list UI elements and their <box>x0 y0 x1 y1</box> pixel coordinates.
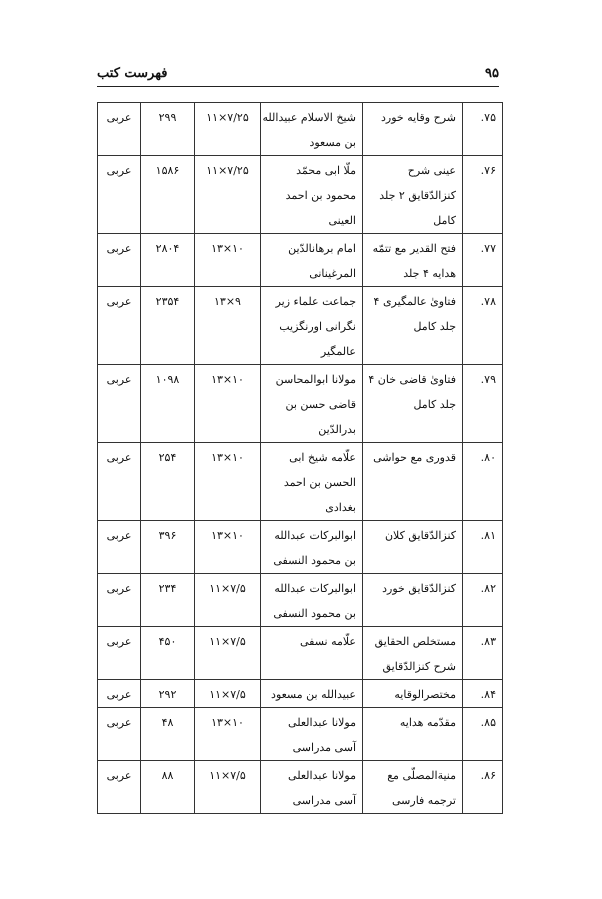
book-title-line: کامل <box>433 214 456 227</box>
book-size: ۱۱×۷/۵ <box>209 582 246 595</box>
row-number-cell <box>463 574 503 627</box>
author-cell <box>261 521 363 574</box>
row-number-cell <box>463 234 503 287</box>
language-cell <box>98 156 141 234</box>
book-language: عربی <box>106 716 132 729</box>
book-title-line: شرح وقایه خورد <box>381 111 456 124</box>
pages-cell <box>141 365 195 443</box>
pages-cell <box>141 287 195 365</box>
author-line: عبیدالله بن مسعود <box>271 688 356 701</box>
row-number-cell <box>463 287 503 365</box>
row-number: ۷۹. <box>480 373 496 386</box>
language-cell <box>98 103 141 156</box>
book-language: عربی <box>106 164 132 177</box>
book-size: ۱۱×۷/۲۵ <box>206 164 249 177</box>
row-number: ۸۳. <box>480 635 496 648</box>
row-number: ۸۴. <box>480 688 496 701</box>
author-cell <box>261 156 363 234</box>
author-cell <box>261 365 363 443</box>
table-row <box>98 680 503 708</box>
author-line: علّامه نسفی <box>299 635 356 648</box>
language-cell <box>98 287 141 365</box>
table-row <box>98 627 503 680</box>
author-line: آسی مدراسی <box>292 794 356 807</box>
table-row <box>98 521 503 574</box>
book-title-line: فتح القدیر مع تتمّه <box>372 242 456 255</box>
author-line: محمود بن احمد <box>285 189 356 202</box>
page-number: ۹۵ <box>485 66 499 81</box>
author-line: امام برهانالدّین <box>288 242 356 255</box>
language-cell <box>98 443 141 521</box>
book-title-cell <box>363 680 463 708</box>
row-number: ۸۰. <box>480 451 496 464</box>
catalog-body <box>98 103 503 814</box>
page-count: ۸۸ <box>161 769 174 782</box>
book-size: ۱۳×۱۰ <box>211 529 244 542</box>
author-cell <box>261 680 363 708</box>
book-title-line: منیةالمصلّی مع <box>387 769 456 782</box>
author-cell <box>261 761 363 814</box>
row-number: ۷۸. <box>480 295 496 308</box>
book-title-line: هدایه ۴ جلد <box>403 267 456 280</box>
language-cell <box>98 574 141 627</box>
book-title-line: ترجمه فارسی <box>392 794 456 807</box>
page-header <box>97 64 499 87</box>
row-number-cell <box>463 156 503 234</box>
pages-cell <box>141 627 195 680</box>
book-title-line: فتاویٰ عالمگیری ۴ <box>373 295 456 308</box>
row-number-cell <box>463 443 503 521</box>
row-number: ۸۲. <box>480 582 496 595</box>
table-row <box>98 708 503 761</box>
author-line: علّامه شیخ ابی <box>289 451 356 464</box>
size-cell <box>195 761 261 814</box>
table-row <box>98 365 503 443</box>
author-line: بغدادی <box>325 501 356 514</box>
language-cell <box>98 521 141 574</box>
book-title-cell <box>363 574 463 627</box>
book-title-line: فتاویٰ قاضی خان ۴ <box>368 373 456 386</box>
row-number-cell <box>463 521 503 574</box>
language-cell <box>98 234 141 287</box>
author-cell <box>261 103 363 156</box>
author-line: نگرانی اورنگزیب <box>279 320 356 333</box>
book-size: ۱۱×۷/۵ <box>209 688 246 701</box>
page-count: ۱۵۸۶ <box>155 164 180 177</box>
pages-cell <box>141 521 195 574</box>
size-cell <box>195 287 261 365</box>
language-cell <box>98 627 141 680</box>
book-size: ۱۱×۷/۵ <box>209 769 246 782</box>
page-count: ۲۸۰۴ <box>155 242 180 255</box>
book-title-line: شرح کنزالدّقایق <box>382 660 456 673</box>
size-cell <box>195 365 261 443</box>
pages-cell <box>141 103 195 156</box>
book-title-line: جلد کامل <box>413 320 456 333</box>
size-cell <box>195 156 261 234</box>
row-number: ۷۷. <box>480 242 496 255</box>
author-line: مولانا عبدالعلی <box>288 769 356 782</box>
table-row <box>98 234 503 287</box>
book-size: ۱۳×۹ <box>214 295 241 308</box>
author-line: بن محمود النسفی <box>273 554 356 567</box>
page-count: ۴۵۰ <box>158 635 177 648</box>
book-language: عربی <box>106 242 132 255</box>
author-line: بن محمود النسفی <box>273 607 356 620</box>
row-number: ۸۶. <box>480 769 496 782</box>
author-cell <box>261 627 363 680</box>
size-cell <box>195 627 261 680</box>
book-language: عربی <box>106 451 132 464</box>
language-cell <box>98 761 141 814</box>
row-number-cell <box>463 708 503 761</box>
author-line: ملّا ابی محمّد <box>296 164 356 177</box>
author-cell <box>261 574 363 627</box>
author-line: ابوالبرکات عبدالله <box>274 582 356 595</box>
size-cell <box>195 708 261 761</box>
row-number: ۸۱. <box>480 529 496 542</box>
row-number-cell <box>463 680 503 708</box>
author-line: المرغینانی <box>309 267 356 280</box>
pages-cell <box>141 443 195 521</box>
row-number-cell <box>463 761 503 814</box>
table-row <box>98 761 503 814</box>
language-cell <box>98 680 141 708</box>
author-line: جماعت علماء زیر <box>275 295 356 308</box>
book-title-cell <box>363 365 463 443</box>
page-count: ۲۵۴ <box>158 451 177 464</box>
author-line: ابوالبرکات عبدالله <box>274 529 356 542</box>
page-count: ۲۹۲ <box>158 688 177 701</box>
page-count: ۴۸ <box>161 716 174 729</box>
author-line: بدرالدّین <box>318 423 356 436</box>
book-language: عربی <box>106 111 132 124</box>
book-size: ۱۳×۱۰ <box>211 716 244 729</box>
pages-cell <box>141 156 195 234</box>
pages-cell <box>141 234 195 287</box>
book-title-line: کنزالدّقایق کلان <box>384 529 456 542</box>
author-line: مولانا عبدالعلی <box>288 716 356 729</box>
book-title-cell <box>363 761 463 814</box>
author-line: شیخ الاسلام عبیدالله <box>262 111 356 124</box>
book-title-cell <box>363 287 463 365</box>
book-language: عربی <box>106 295 132 308</box>
book-title-line: کنزالدّقایق ۲ جلد <box>379 189 456 202</box>
author-cell <box>261 234 363 287</box>
row-number-cell <box>463 627 503 680</box>
book-language: عربی <box>106 769 132 782</box>
book-title-line: جلد کامل <box>413 398 456 411</box>
page-count: ۳۹۶ <box>158 529 177 542</box>
page-count: ۲۳۵۴ <box>155 295 180 308</box>
book-title-cell <box>363 234 463 287</box>
table-row <box>98 103 503 156</box>
book-title-cell <box>363 103 463 156</box>
book-title-line: عینی شرح <box>407 164 456 177</box>
page-count: ۱۰۹۸ <box>155 373 180 386</box>
row-number-cell <box>463 365 503 443</box>
book-language: عربی <box>106 529 132 542</box>
row-number: ۷۶. <box>480 164 496 177</box>
book-title-cell <box>363 443 463 521</box>
row-number: ۸۵. <box>480 716 496 729</box>
book-title-line: کنزالدّقایق خورد <box>382 582 456 595</box>
row-number-cell <box>463 103 503 156</box>
author-cell <box>261 287 363 365</box>
book-title-line: مقدّمه هدایه <box>399 716 456 729</box>
author-line: الحسن بن احمد <box>283 476 356 489</box>
table-row <box>98 156 503 234</box>
author-line: عالمگیر <box>320 345 356 358</box>
book-size: ۱۳×۱۰ <box>211 373 244 386</box>
author-cell <box>261 708 363 761</box>
pages-cell <box>141 680 195 708</box>
size-cell <box>195 574 261 627</box>
language-cell <box>98 365 141 443</box>
size-cell <box>195 680 261 708</box>
language-cell <box>98 708 141 761</box>
author-line: قاضی حسن بن <box>285 398 356 411</box>
book-catalog-table <box>97 102 503 814</box>
size-cell <box>195 443 261 521</box>
author-line: بن مسعود <box>309 136 356 149</box>
author-line: آسی مدراسی <box>292 741 356 754</box>
pages-cell <box>141 708 195 761</box>
book-language: عربی <box>106 688 132 701</box>
size-cell <box>195 103 261 156</box>
author-line: العینی <box>328 214 356 227</box>
pages-cell <box>141 761 195 814</box>
running-title: فهرست کتب <box>97 66 168 81</box>
page-count: ۲۹۹ <box>158 111 177 124</box>
book-title-cell <box>363 156 463 234</box>
author-cell <box>261 443 363 521</box>
pages-cell <box>141 574 195 627</box>
page-count: ۲۳۴ <box>158 582 177 595</box>
book-title-cell <box>363 627 463 680</box>
row-number: ۷۵. <box>480 111 496 124</box>
table-row <box>98 443 503 521</box>
book-language: عربی <box>106 635 132 648</box>
book-language: عربی <box>106 582 132 595</box>
size-cell <box>195 521 261 574</box>
author-line: مولانا ابوالمحاسن <box>275 373 356 386</box>
table-row <box>98 574 503 627</box>
book-title-line: مستخلص الحقایق <box>374 635 456 648</box>
table-row <box>98 287 503 365</box>
book-title-cell <box>363 708 463 761</box>
book-size: ۱۳×۱۰ <box>211 242 244 255</box>
book-size: ۱۱×۷/۲۵ <box>206 111 249 124</box>
size-cell <box>195 234 261 287</box>
book-size: ۱۱×۷/۵ <box>209 635 246 648</box>
book-language: عربی <box>106 373 132 386</box>
book-size: ۱۳×۱۰ <box>211 451 244 464</box>
book-title-cell <box>363 521 463 574</box>
book-title-line: قدوری مع حواشی <box>373 451 456 464</box>
book-title-line: مختصرالوقایه <box>394 688 456 701</box>
